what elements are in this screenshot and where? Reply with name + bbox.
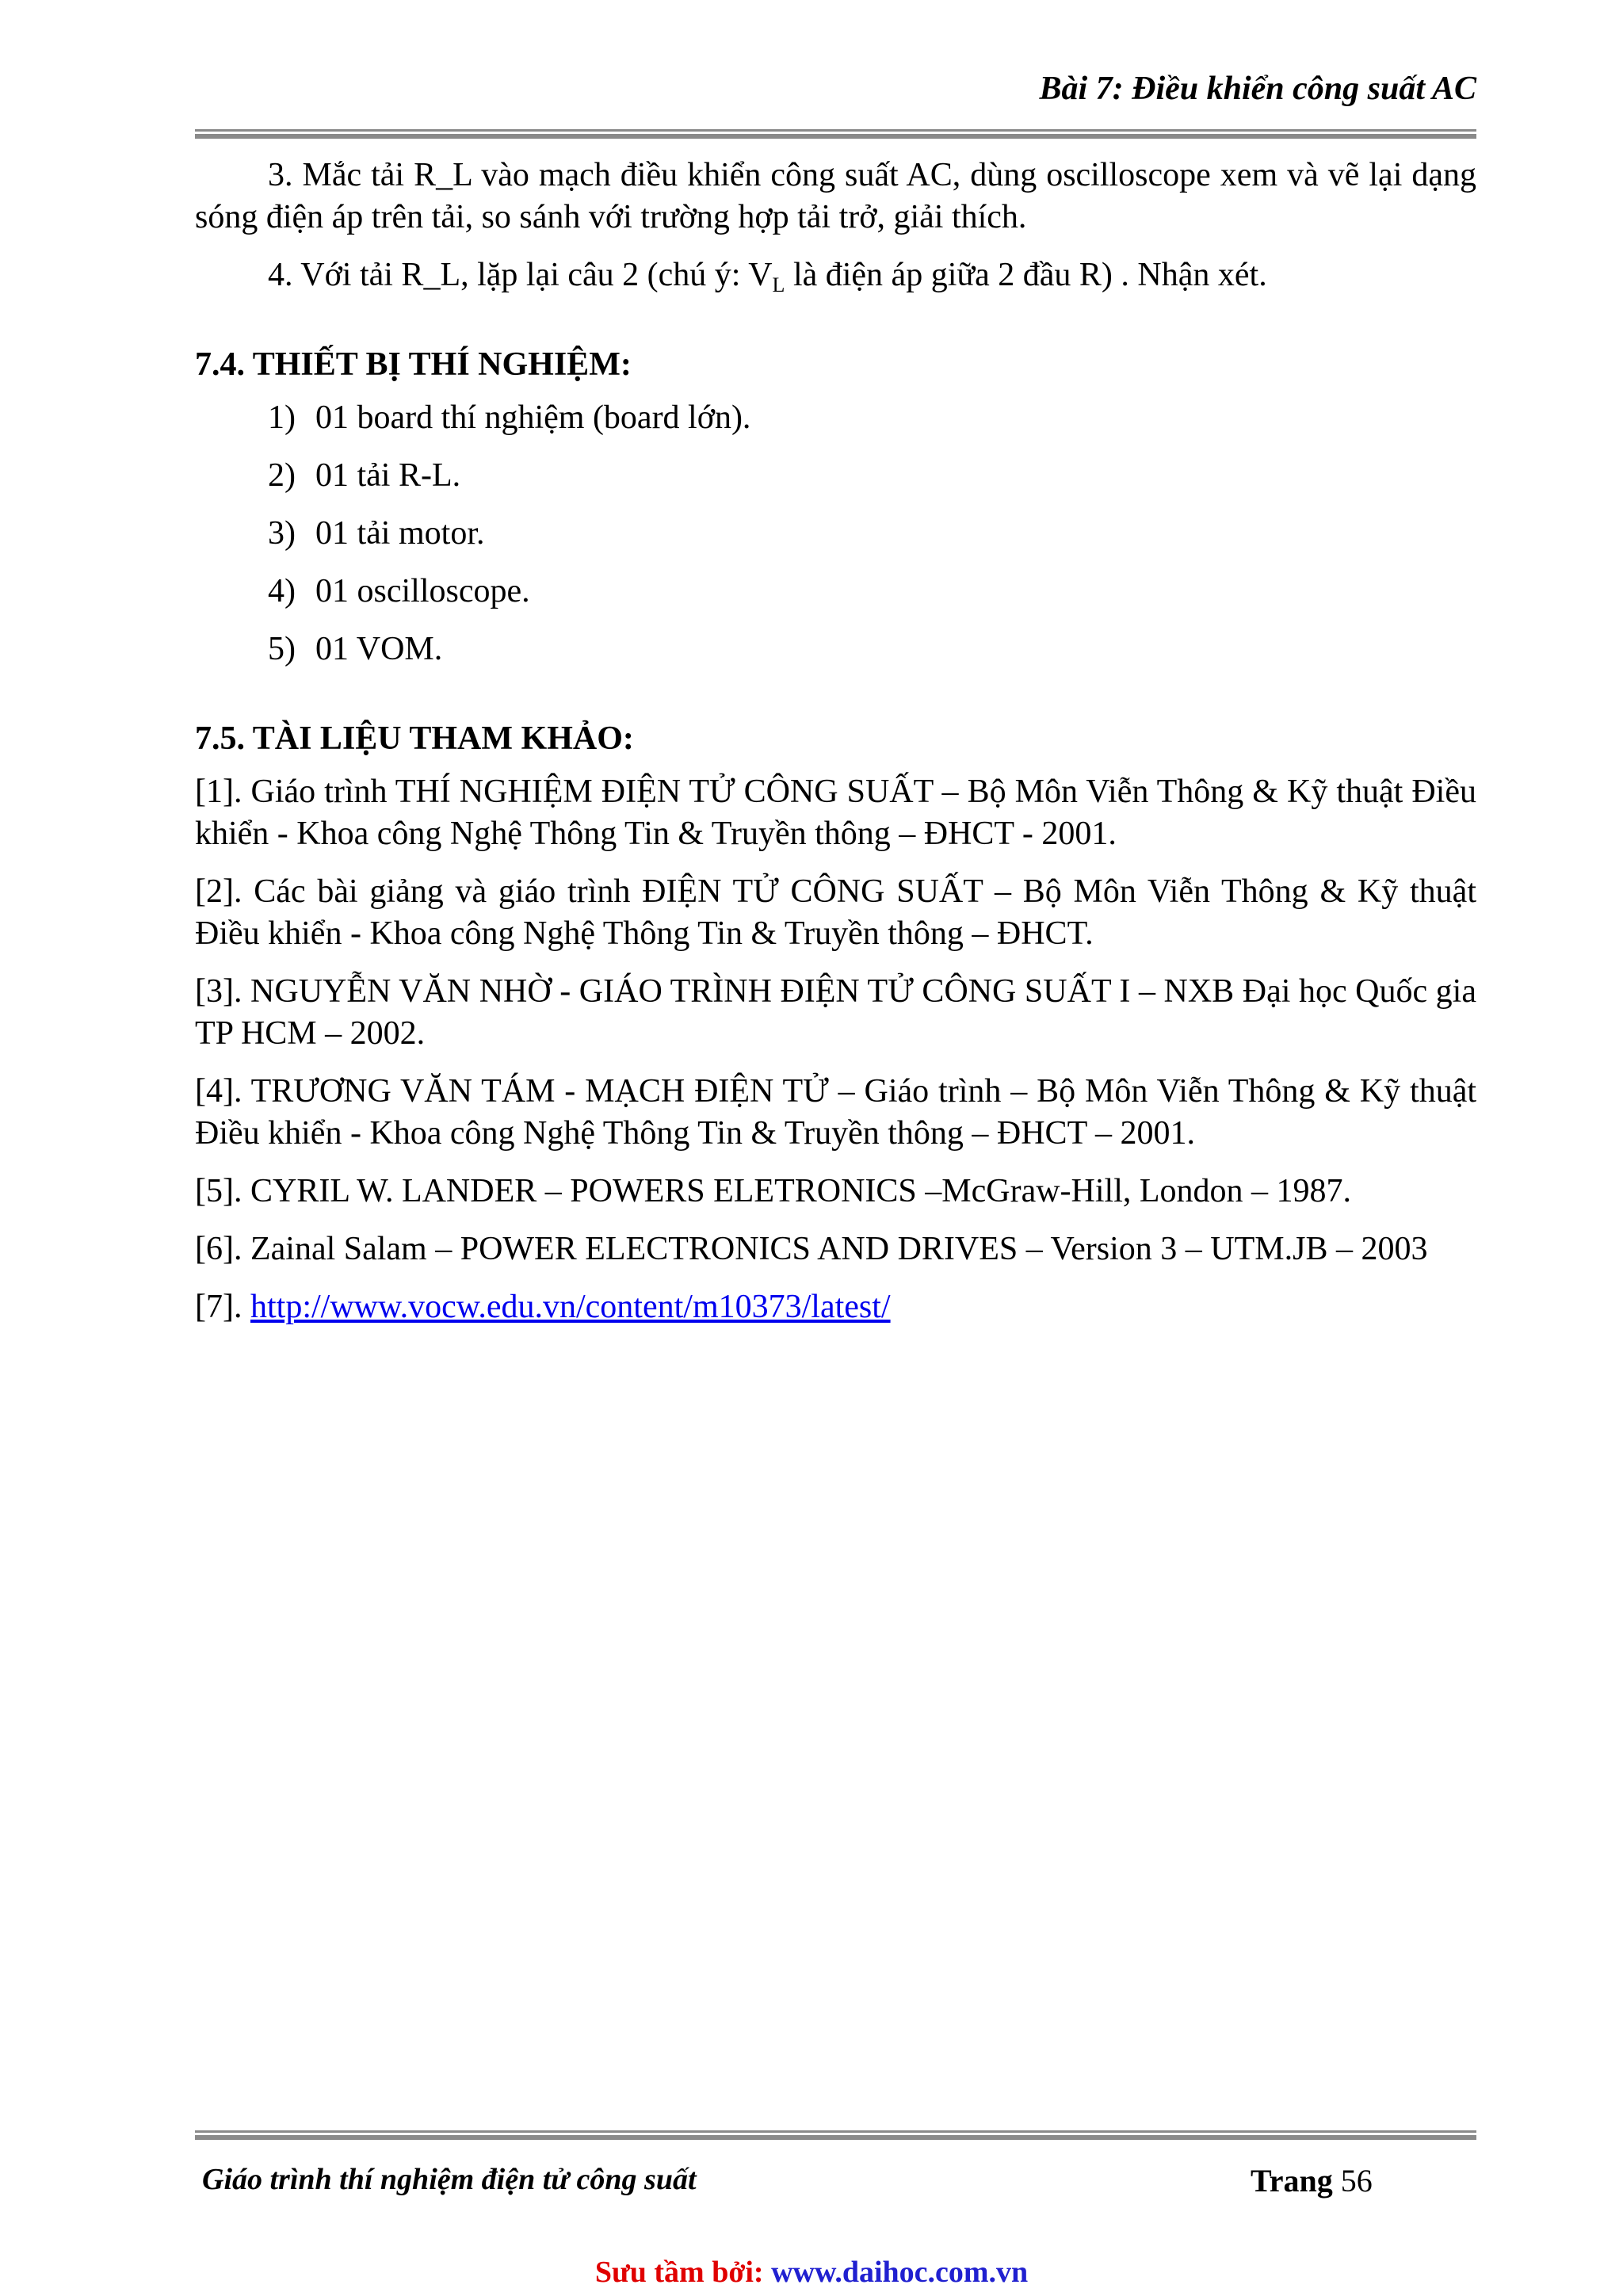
list-item (268, 455, 1476, 497)
section-references-title: 7.5. TÀI LIỆU THAM KHẢO: (195, 720, 634, 757)
header-rule (195, 129, 1476, 139)
reference-item-link (195, 1286, 1476, 1328)
page-label: Trang (1251, 2163, 1333, 2199)
source-credit (0, 2255, 1623, 2290)
paragraph-step-4-text-end: là điện áp giữa 2 đầu R) . Nhận xét. (785, 257, 1267, 293)
main-content (195, 155, 1476, 1344)
list-item-number: 3) (268, 515, 296, 552)
section-equipment-title: 7.4. THIẾT BỊ THÍ NGHIỆM: (195, 346, 632, 383)
list-item-number: 4) (268, 573, 296, 609)
references-list (195, 771, 1476, 1328)
reference-item: [4]. TRƯƠNG VĂN TÁM - MẠCH ĐIỆN TỬ – Giáo trình – Bộ Môn Viễn Thông & Kỹ thuật Điều khiển - Khoa công Nghệ Thông Tin & Truyền thông – ĐHCT – 2001. (195, 1073, 1476, 1152)
reference-item: [2]. Các bài giảng và giáo trình ĐIỆN TỬ CÔNG SUẤT – Bộ Môn Viễn Thông & Kỹ thuật Điều khiển - Khoa công Nghệ Thông Tin & Truyền thông – ĐHCT. (195, 873, 1476, 952)
list-item-text: 01 VOM. (315, 631, 443, 667)
source-url[interactable]: www.daihoc.com.vn (771, 2256, 1029, 2289)
paragraph-step-4 (195, 254, 1476, 296)
paragraph-step-3: 3. Mắc tải R_L vào mạch điều khiển công suất AC, dùng oscilloscope xem và vẽ lại dạng sóng điện áp trên tải, so sánh với trường hợp tải trở, giải thích. (195, 157, 1476, 235)
list-item-text: 01 tải motor. (315, 515, 485, 552)
reference-item: [6]. Zainal Salam – POWER ELECTRONICS AND DRIVES – Version 3 – UTM.JB – 2003 (195, 1231, 1428, 1267)
list-item-text: 01 board thí nghiệm (board lớn). (315, 399, 751, 436)
list-item (268, 397, 1476, 439)
reference-link-prefix: [7]. (195, 1289, 250, 1325)
list-item-number: 5) (268, 631, 296, 667)
page-number: 56 (1340, 2163, 1373, 2199)
header-title: Bài 7: Điều khiển công suất AC (1039, 71, 1476, 107)
reference-item: [1]. Giáo trình THÍ NGHIỆM ĐIỆN TỬ CÔNG SUẤT – Bộ Môn Viễn Thông & Kỹ thuật Điều khiển - Khoa công Nghệ Thông Tin & Truyền thông – ĐHCT - 2001. (195, 774, 1476, 852)
footer-book-title: Giáo trình thí nghiệm điện tử công suất (202, 2163, 697, 2196)
list-item-text: 01 oscilloscope. (315, 573, 530, 609)
subscript-l: L (772, 273, 785, 296)
footer-rule (195, 2130, 1476, 2140)
reference-item: [3]. NGUYỄN VĂN NHỜ - GIÁO TRÌNH ĐIỆN TỬ CÔNG SUẤT I – NXB Đại học Quốc gia TP HCM – 2002. (195, 973, 1476, 1052)
paragraph-step-4-text: 4. Với tải R_L, lặp lại câu 2 (chú ý: V (268, 257, 773, 293)
footer-page (1251, 2162, 1373, 2199)
list-item (268, 513, 1476, 555)
source-label: Sưu tầm bởi: (594, 2256, 764, 2289)
list-item (268, 628, 1476, 670)
reference-link[interactable]: http://www.vocw.edu.vn/content/m10373/latest/ (250, 1289, 891, 1325)
list-item-number: 1) (268, 399, 296, 436)
list-item-number: 2) (268, 457, 296, 494)
equipment-list (195, 397, 1476, 670)
reference-item: [5]. CYRIL W. LANDER – POWERS ELETRONICS –McGraw-Hill, London – 1987. (195, 1173, 1352, 1209)
list-item (268, 571, 1476, 613)
list-item-text: 01 tải R-L. (315, 457, 461, 494)
